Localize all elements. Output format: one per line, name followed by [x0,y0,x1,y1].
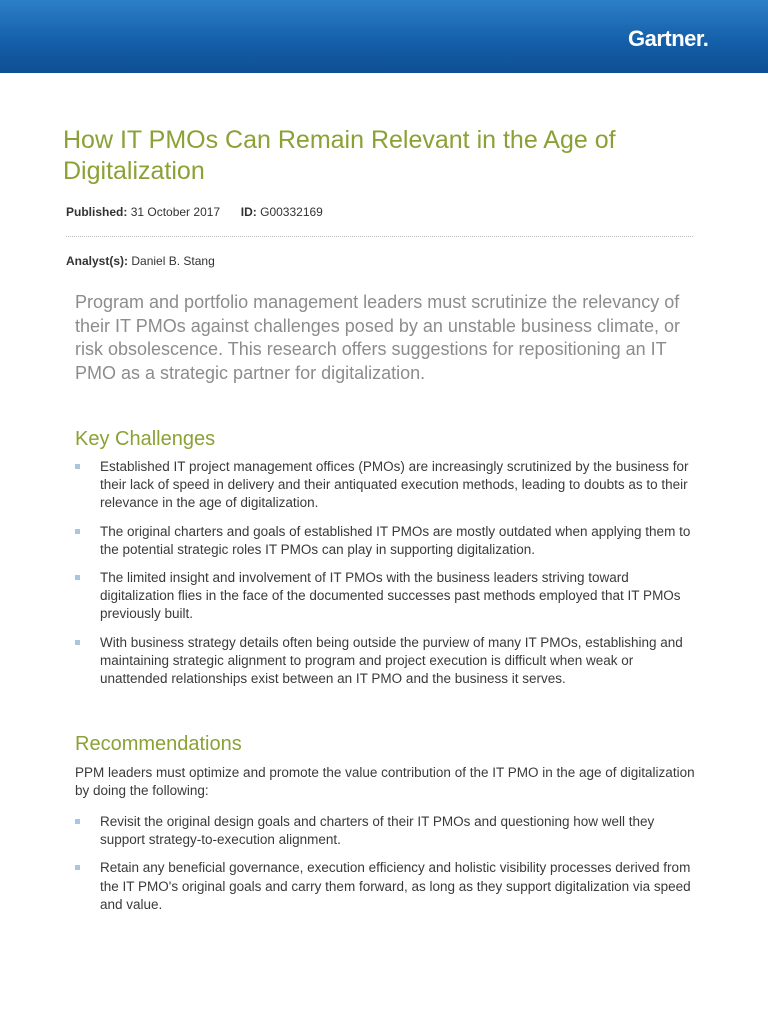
id-label: ID: [240,205,257,219]
analyst-name: Daniel B. Stang [131,254,215,268]
key-challenges-list [75,458,695,698]
analysts-label: Analyst(s): [66,254,129,268]
header-banner [0,0,768,73]
list-item [75,523,695,559]
list-item [75,458,695,513]
list-item [75,634,695,689]
recommendations-intro: PPM leaders must optimize and promote the value contribution of the IT PMO in the age of digitalization by doing the following: [75,765,695,799]
bullet-icon [75,575,80,580]
document-title: How IT PMOs Can Remain Relevant in the Age of Digitalization [63,126,616,185]
bullet-icon [75,464,80,469]
list-item [75,813,695,849]
bullet-icon [75,865,80,870]
gartner-logo[interactable] [628,28,708,50]
bullet-icon [75,640,80,645]
publication-meta [66,204,323,220]
list-item-text: Retain any beneficial governance, execution efficiency and holistic visibility processes derived from the IT PMO's original goals and carry them forward, as long as they support digitalization via speed and value. [100,860,691,912]
list-item [75,569,695,624]
list-item-text: Established IT project management offices (PMOs) are increasingly scrutinized by the business for their lack of speed in delivery and their antiquated execution methods, leading to doubts as to their relevance in the age of digitalization. [100,459,689,511]
key-challenges-heading: Key Challenges [75,428,216,450]
published-date: 31 October 2017 [130,205,221,219]
bullet-icon [75,819,80,824]
summary-text: Program and portfolio management leaders must scrutinize the relevancy of their IT PMOs against challenges posed by an unstable business climate, or risk obsolescence. This research offers suggestions for repositioning an IT PMO as a strategic partner for digitalization. [75,292,680,383]
list-item-text: With business strategy details often being outside the purview of many IT PMOs, establishing and maintaining strategic alignment to program and project execution is difficult when weak or unattended relationships exist between an IT PMO and the business it serves. [100,634,683,687]
list-item-text: The limited insight and involvement of IT PMOs with the business leaders striving toward digitalization flies in the face of the documented successes past methods employed that IT PMOs previously built. [100,570,681,622]
recommendations-heading: Recommendations [75,733,242,755]
analysts-line [66,253,215,269]
list-item-text: The original charters and goals of established IT PMOs are mostly outdated when applying them to the potential strategic roles IT PMOs can play in supporting digitalization. [100,523,691,557]
logo-dot: . [702,26,709,51]
bullet-icon [75,529,80,534]
meta-divider [66,236,693,237]
document-id: G00332169 [260,205,323,219]
logo-text: Gartner [628,26,703,51]
recommendations-list [75,813,695,924]
published-label: Published: [66,205,128,219]
list-item-text: Revisit the original design goals and charters of their IT PMOs and questioning how well they support strategy-to-execution alignment. [100,814,655,848]
list-item [75,859,695,914]
